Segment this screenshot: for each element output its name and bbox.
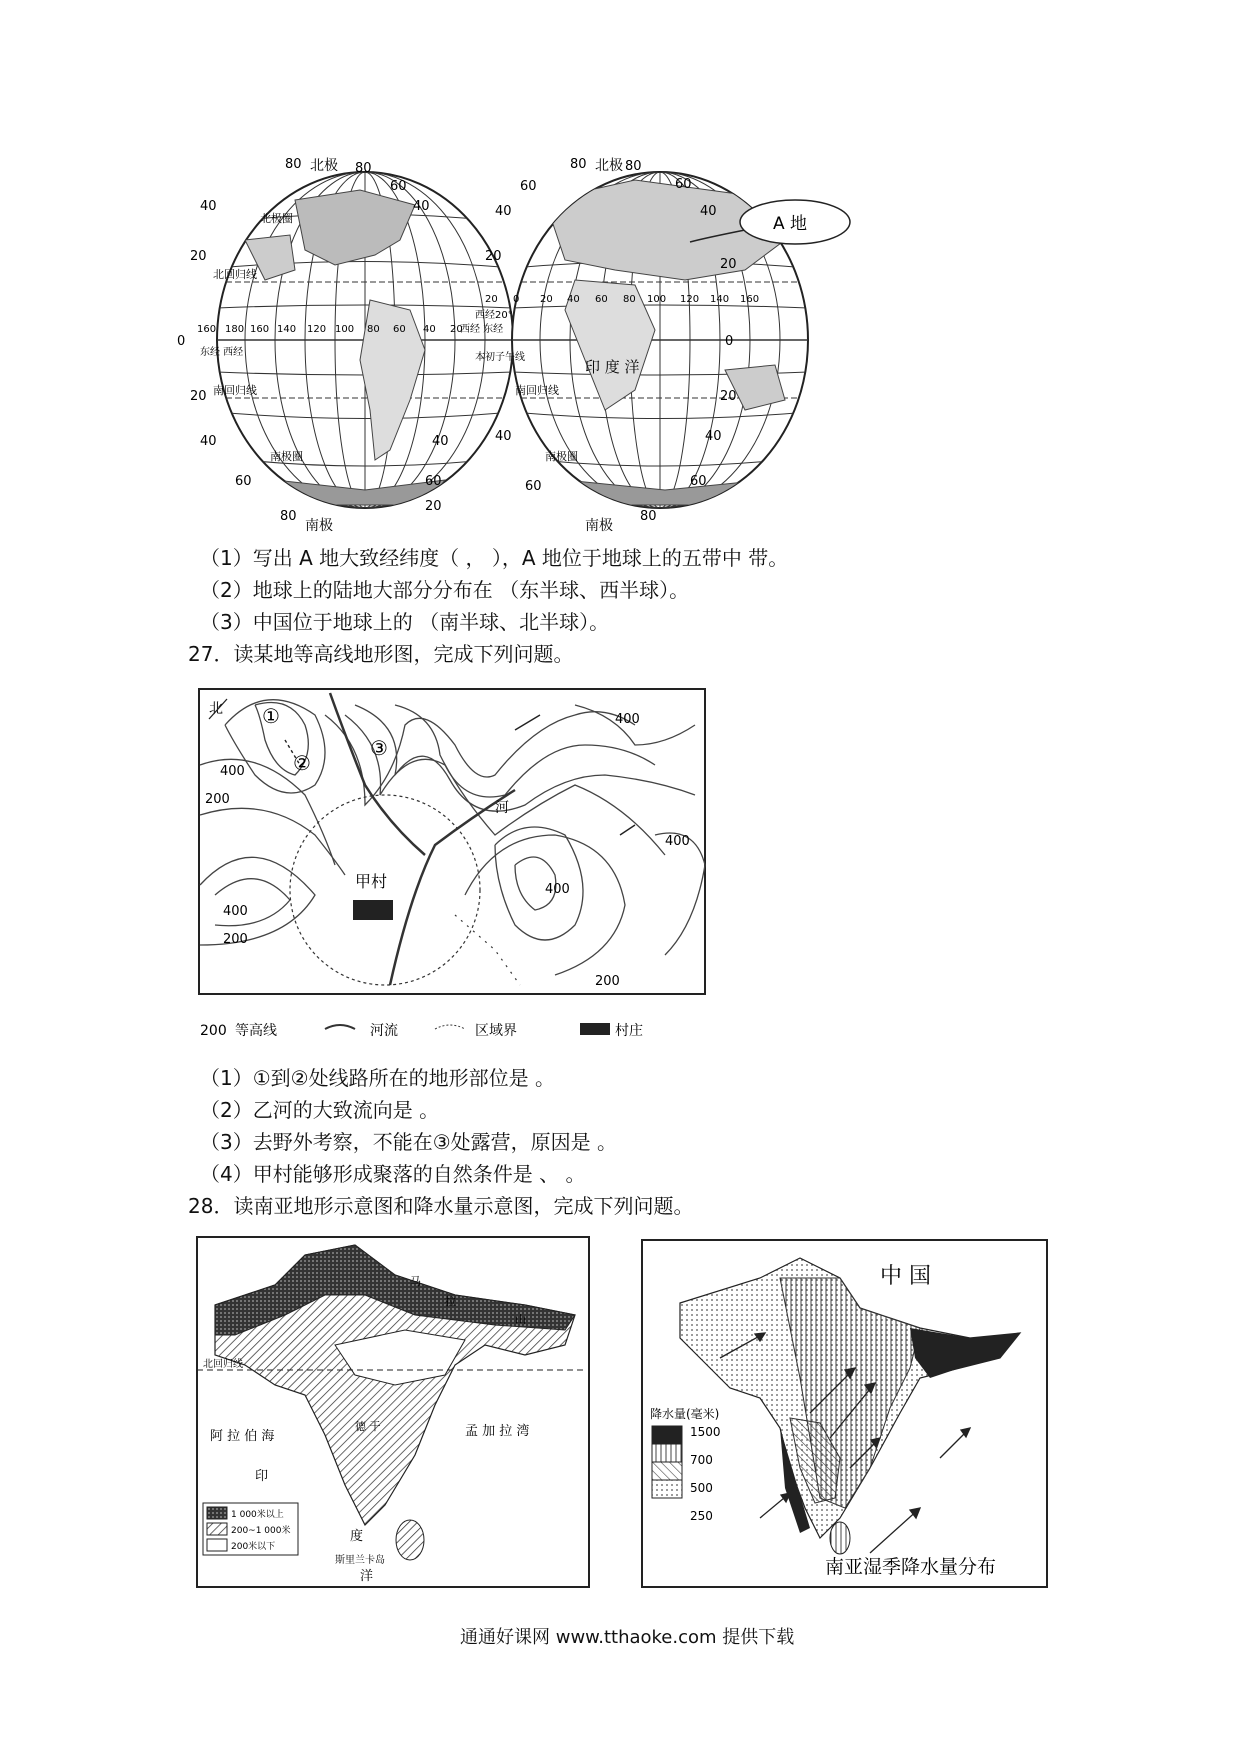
svg-text:降水量(毫米): 降水量(毫米) [650, 1407, 720, 1421]
hemisphere-globe-map [177, 157, 905, 535]
point-3-label: ③ [370, 736, 388, 760]
bay-of-bengal-label: 孟 加 拉 湾 [465, 1424, 530, 1439]
arctic-circle-label: 北极圈 [260, 212, 293, 225]
contour-label: 200 [595, 974, 620, 989]
q27-title: 27．读某地等高线地形图，完成下列问题。 [188, 642, 574, 666]
q26-item-3: （3）中国位于地球上的 （南半球、北半球）。 [200, 610, 610, 634]
western-hemisphere [177, 157, 513, 534]
svg-text:40: 40 [423, 324, 436, 335]
arabian-sea-label: 阿 拉 伯 海 [210, 1429, 275, 1444]
north-pole-label: 北极 [310, 158, 338, 174]
indian-ocean-label: 印 [255, 1469, 269, 1484]
lat-label: 60 [235, 474, 252, 489]
tropic-capricorn-label: 南回归线 [515, 384, 559, 397]
lat-label: 60 [690, 474, 707, 489]
footer: 通通好课网 www.tthaoke.com 提供下载 [460, 1627, 795, 1648]
lat-label: 0 [177, 334, 186, 349]
himalaya-label: 马 [410, 1275, 421, 1288]
antarctic-circle-label: 南极圈 [270, 450, 303, 463]
svg-text:180: 180 [225, 324, 245, 335]
lat-label: 40 [700, 204, 717, 219]
svg-text:200米以下: 200米以下 [231, 1542, 276, 1552]
south-pole-label: 南极 [305, 518, 333, 534]
contour-legend [200, 1022, 643, 1039]
tropic-label: 北回归线 [203, 1359, 243, 1370]
q27-item-1: （1）①到②处线路所在的地形部位是 。 [200, 1066, 555, 1090]
lat-label: 40 [705, 429, 722, 444]
south-asia-terrain-map [195, 1235, 595, 1590]
q27-item-2: （2）乙河的大致流向是 。 [200, 1098, 440, 1122]
svg-text:140: 140 [277, 324, 297, 335]
svg-text:200: 200 [200, 1023, 227, 1039]
lat-label: 60 [675, 177, 692, 192]
lat-label: 60 [390, 179, 407, 194]
south-asia-rainfall-map [640, 1238, 1050, 1590]
lat-label: 40 [413, 199, 430, 214]
lat-label: 80 [570, 157, 587, 172]
point-1-label: ① [262, 704, 280, 728]
lat-label: 40 [495, 429, 512, 444]
svg-text:500: 500 [690, 1481, 713, 1495]
svg-text:0: 0 [513, 294, 520, 305]
contour-label: 400 [665, 834, 690, 849]
svg-text:河流: 河流 [370, 1023, 398, 1039]
contour-label: 200 [205, 792, 230, 807]
svg-text:80: 80 [367, 324, 380, 335]
lat-label: 0 [725, 334, 734, 349]
contour-label: 200 [223, 932, 248, 947]
lat-label: 80 [625, 159, 642, 174]
sri-lanka-label: 斯里兰卡岛 [335, 1555, 385, 1566]
lat-label: 80 [355, 161, 372, 176]
svg-text:120: 120 [307, 324, 327, 335]
svg-text:140: 140 [710, 294, 730, 305]
svg-text:20: 20 [540, 294, 553, 305]
lat-label: 80 [640, 509, 657, 524]
q28-title: 28．读南亚地形示意图和降水量示意图，完成下列问题。 [188, 1194, 694, 1218]
river-label: 河 [495, 800, 509, 816]
west-20-label: 西经20° [475, 310, 513, 321]
svg-text:160: 160 [250, 324, 270, 335]
lat-label: 60 [520, 179, 537, 194]
north-arrow-label: 北 [209, 701, 223, 717]
lat-label: 60 [525, 479, 542, 494]
svg-text:40: 40 [567, 294, 580, 305]
lat-label: 40 [495, 204, 512, 219]
svg-text:200~1 000米: 200~1 000米 [231, 1526, 291, 1536]
lat-label: 80 [280, 509, 297, 524]
lat-label: 60 [425, 474, 442, 489]
lat-label: 20 [425, 499, 442, 514]
rainfall-map-caption: 南亚湿季降水量分布 [825, 1556, 997, 1578]
svg-text:60: 60 [595, 294, 608, 305]
indian-ocean-label: 洋 [360, 1569, 374, 1584]
north-pole-label: 北极 [595, 158, 623, 174]
indian-ocean-label: 印 度 洋 [585, 358, 640, 376]
east-west-label: 东经 西经 [200, 347, 244, 358]
tropic-capricorn-label: 南回归线 [213, 384, 257, 397]
svg-text:等高线: 等高线 [235, 1023, 277, 1039]
lat-label: 20 [190, 249, 207, 264]
lat-label: 20 [720, 257, 737, 272]
svg-text:120: 120 [680, 294, 700, 305]
q27-item-4: （4）甲村能够形成聚落的自然条件是 、 。 [200, 1162, 586, 1186]
china-label: 中 国 [880, 1264, 931, 1289]
svg-text:60: 60 [393, 324, 406, 335]
lat-label: 20 [190, 389, 207, 404]
q27-item-3: （3）去野外考察，不能在③处露营，原因是 。 [200, 1130, 618, 1154]
contour-map [195, 685, 715, 1055]
lat-label: 20 [485, 249, 502, 264]
village-label: 甲村 [355, 872, 388, 891]
point-2-label: ② [293, 751, 311, 775]
svg-text:100: 100 [335, 324, 355, 335]
svg-text:区域界: 区域界 [475, 1023, 517, 1039]
svg-text:村庄: 村庄 [615, 1023, 643, 1039]
indian-ocean-label: 度 [350, 1529, 364, 1544]
svg-text:1500: 1500 [690, 1425, 721, 1439]
village-marker [353, 900, 393, 920]
lat-label: 40 [432, 434, 449, 449]
svg-text:250: 250 [690, 1509, 713, 1523]
contour-label: 400 [545, 882, 570, 897]
lat-label: 20 [720, 389, 737, 404]
himalaya-label: 拉 [445, 1295, 456, 1308]
svg-text:80: 80 [623, 294, 636, 305]
south-pole-label: 南极 [585, 518, 613, 534]
q26-item-1: （1）写出 A 地大致经纬度（ ， ），A 地位于地球上的五带中 带。 [200, 546, 789, 570]
antarctic-circle-label: 南极圈 [545, 450, 578, 463]
svg-text:160: 160 [740, 294, 760, 305]
location-a-label: A 地 [773, 214, 808, 234]
deccan-label: 德 干 [355, 1420, 381, 1433]
lat-label: 40 [200, 199, 217, 214]
west-east-label: 西经 东经 [460, 324, 504, 335]
tropic-cancer-label: 北回归线 [213, 268, 257, 281]
contour-label: 400 [220, 764, 245, 779]
svg-text:1 000米以上: 1 000米以上 [231, 1510, 284, 1520]
svg-text:100: 100 [647, 294, 667, 305]
svg-text:20: 20 [450, 324, 463, 335]
contour-label: 400 [615, 712, 640, 727]
svg-text:20: 20 [485, 294, 498, 305]
prime-meridian-label: 本初子午线 [475, 352, 525, 363]
lat-label: 40 [200, 434, 217, 449]
terrain-legend [203, 1503, 298, 1555]
mountain-label: 山 [515, 1313, 526, 1326]
q26-item-2: （2）地球上的陆地大部分分布在 （东半球、西半球）。 [200, 578, 690, 602]
svg-text:160: 160 [197, 324, 217, 335]
contour-label: 400 [223, 904, 248, 919]
svg-text:700: 700 [690, 1453, 713, 1467]
lat-label: 80 [285, 157, 302, 172]
